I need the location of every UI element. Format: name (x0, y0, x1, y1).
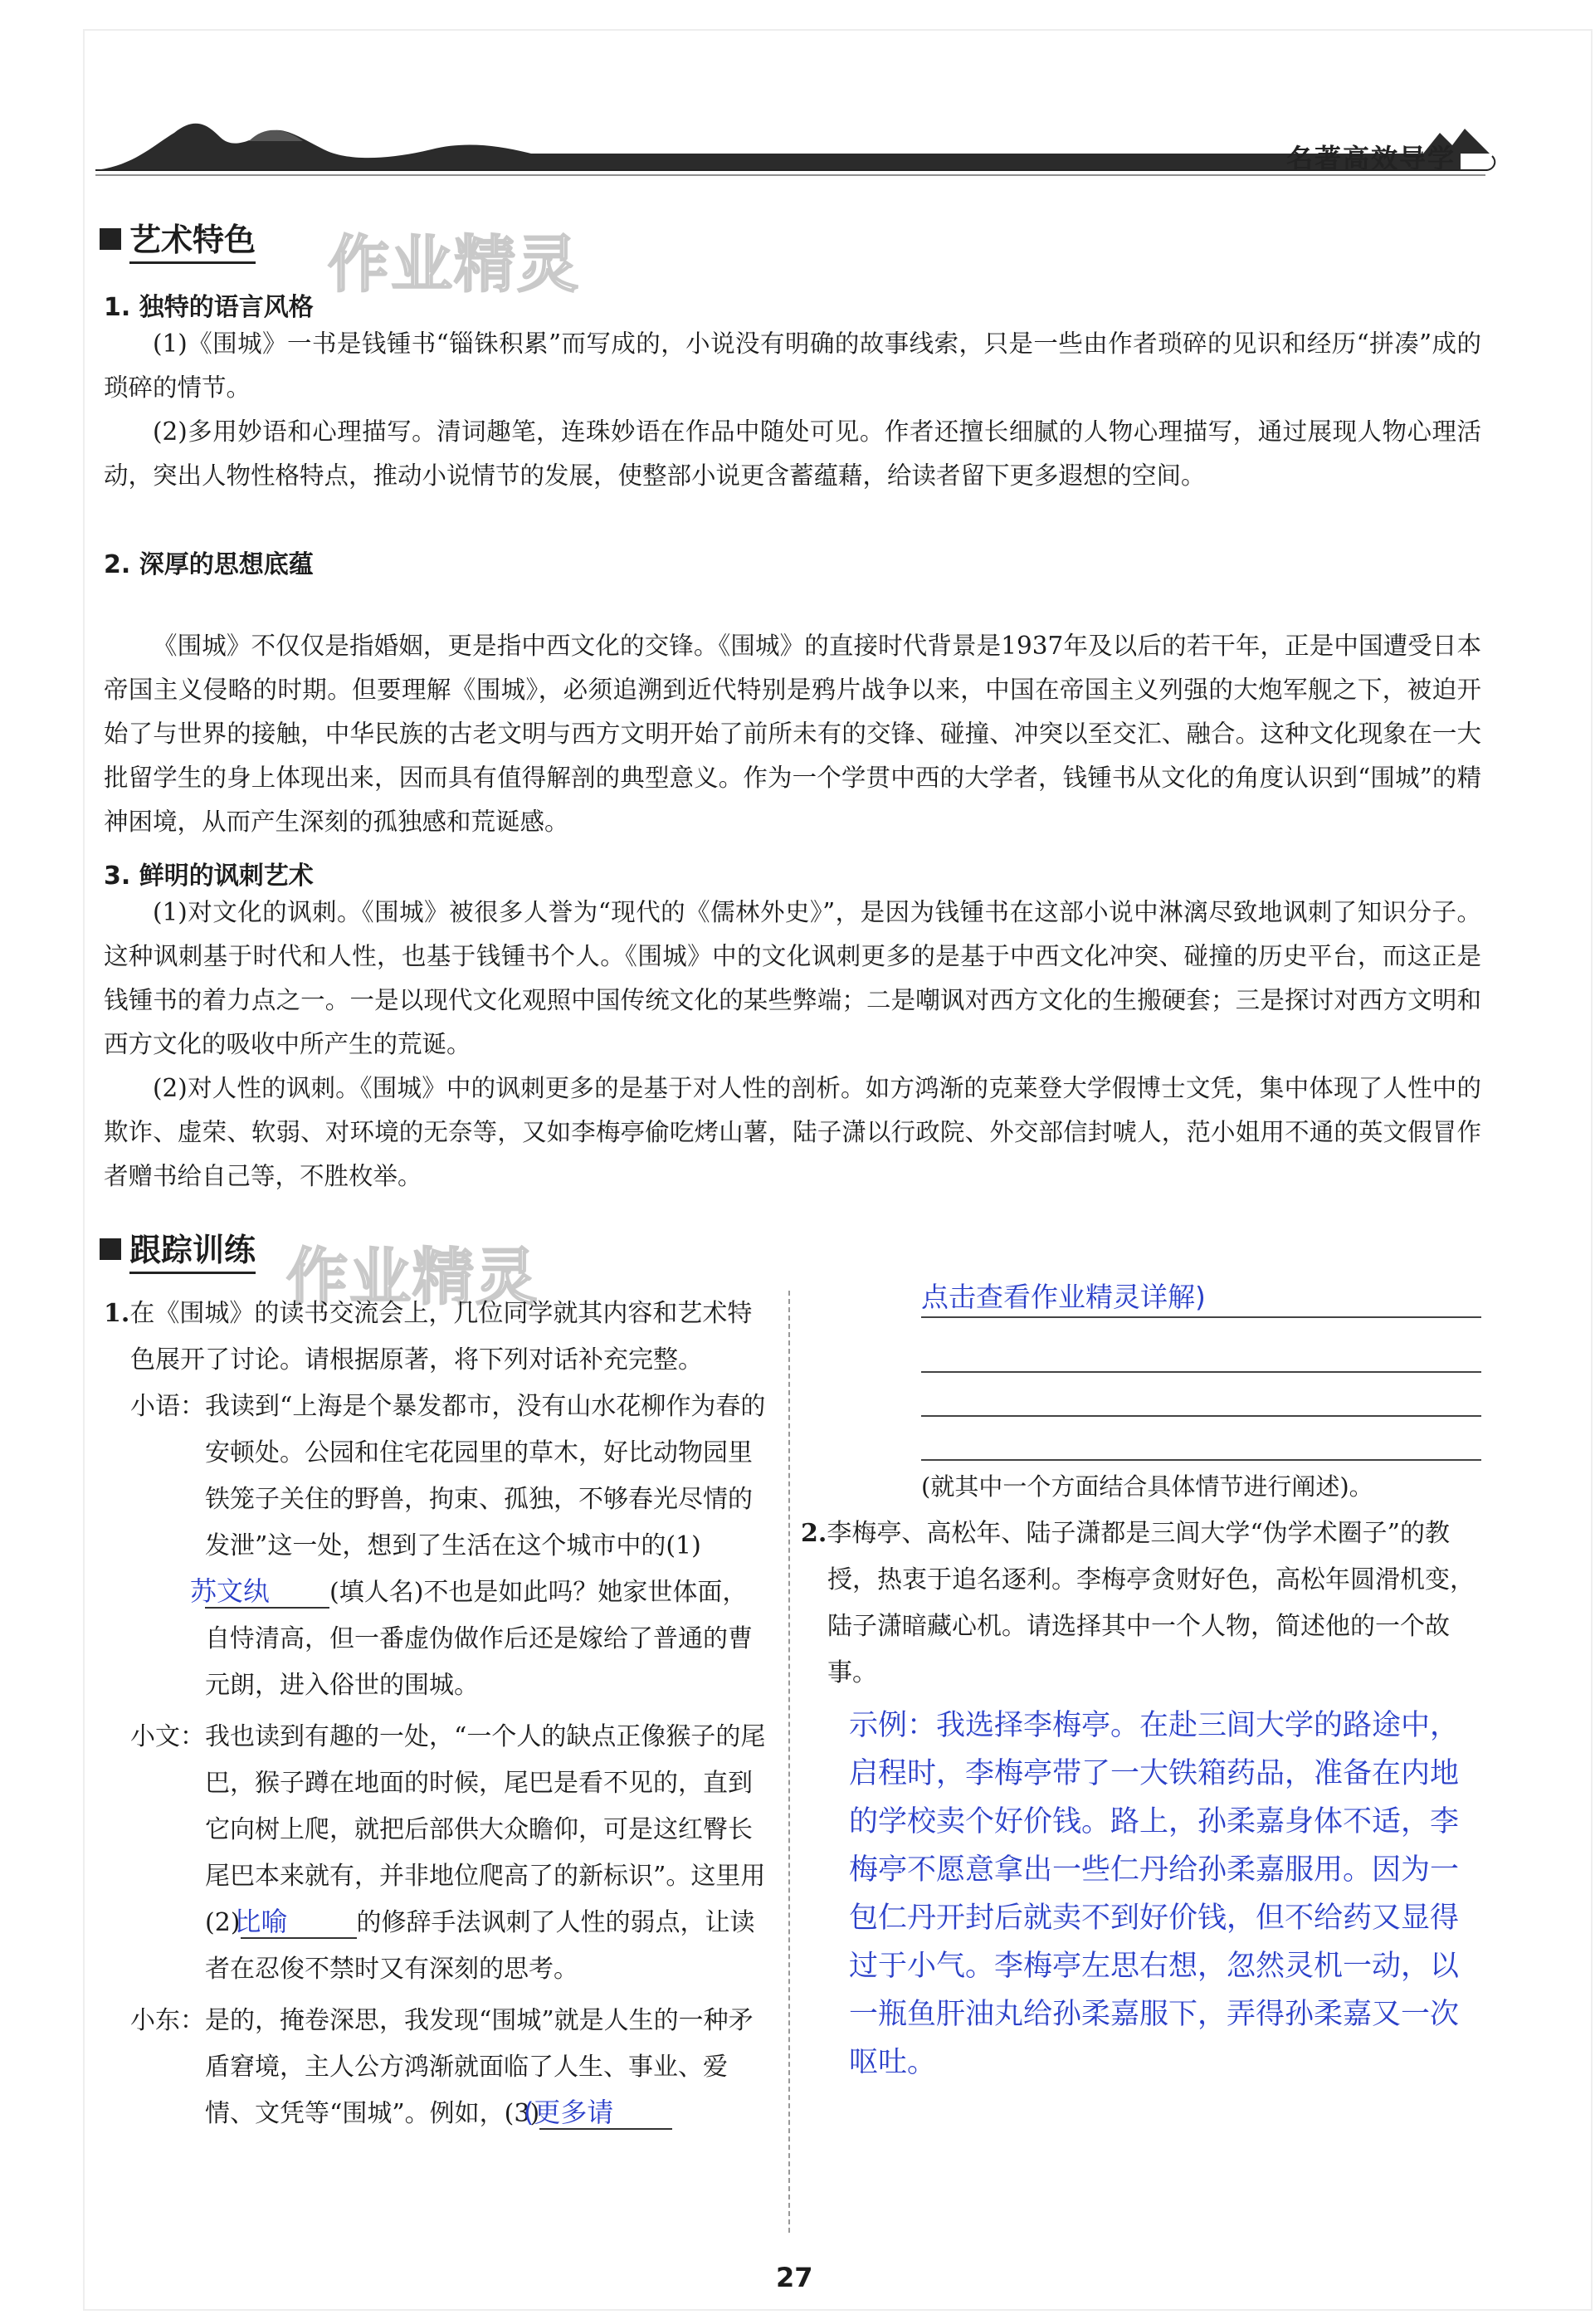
question-number: 1. (104, 1299, 130, 1328)
dialogue-xiaodong (130, 1998, 768, 2137)
section-title-text: 艺术特色 (129, 214, 256, 264)
dialogue-xiaoyu (130, 1384, 768, 1709)
section-square-icon (100, 1238, 121, 1260)
answer-blank-2[interactable]: 比喻 (241, 1906, 357, 1939)
section-square-icon (100, 228, 121, 250)
page-number: 27 (776, 2262, 813, 2293)
answer-blank-1[interactable]: 苏文纨 (205, 1575, 329, 1609)
question-stem-text: 李梅亭、高松年、陆子潇都是三闾大学“伪学术圈子”的教授，热衷于追名逐利。李梅亭贪财好色，高松年圆滑机变，陆子潇暗藏心机。请选择其中一个人物，简述他的一个故事。 (827, 1519, 1475, 1687)
section-title-art (100, 214, 256, 264)
series-title: 名著高效导学 (1285, 143, 1456, 174)
column-divider (788, 1291, 790, 2233)
dialogue-xiaowen (130, 1714, 768, 1993)
watermark: 作业精灵 (328, 229, 580, 300)
question-stem (801, 1511, 1485, 1697)
question-stem (104, 1291, 768, 1384)
subheading: 1. 独特的语言风格 (104, 293, 314, 322)
dialogue-text: 小语：我读到“上海是个暴发都市，没有山水花柳作为春的安顿处。公园和住宅花园里的草木，好比动物园里铁笼子关住的野兽，拘束、孤独，不够春光尽情的发泄”这一处，想到了生活在这个城市中的(1) (130, 1392, 766, 1560)
question-number: 2. (801, 1519, 827, 1548)
subheading: 2. 深厚的思想底蕴 (104, 550, 314, 579)
watermark: 作业精灵 (286, 1242, 539, 1313)
dialogue-text: 小文：我也读到有趣的一处，“一个人的缺点正像猴子的尾巴，猴子蹲在地面的时候，尾巴是看不见的，直到它向树上爬，就把后部供大众瞻仰，可是这红臀长尾巴本来就有，并非地位爬高了的新标识”。这里用(2) (130, 1722, 766, 1937)
paragraph: (1)《围城》一书是钱锺书“锱铢积累”而写成的，小说没有明确的故事线索，只是一些由作者琐碎的见识和经历“拼凑”成的琐碎的情节。 (104, 330, 1481, 402)
paragraph: (2)对人性的讽刺。《围城》中的讽刺更多的是基于对人性的剖析。如方鸿渐的克莱登大学假博士文凭，集中体现了人性中的欺诈、虚荣、软弱、对环境的无奈等，又如李梅亭偷吃烤山薯，陆子潇以行政院、外交部信封唬人，范小姐用不通的英文假冒作者赠书给自己等，不胜枚举。 (104, 1074, 1481, 1190)
question-stem-text: 在《围城》的读书交流会上，几位同学就其内容和艺术特色展开了讨论。请根据原著，将下列对话补充完整。 (129, 1299, 753, 1374)
dialogue-text: (填人名)不也是如此吗？她家世体面，自恃清高，但一番虚伪做作后还是嫁给了普通的曹元朗，进入俗世的围城。 (205, 1578, 753, 1700)
paragraph: (2)多用妙语和心理描写。清词趣笔，连珠妙语在作品中随处可见。作者还擅长细腻的人物心理描写，通过展现人物心理活动，突出人物性格特点，推动小说情节的发展，使整部小说更含蓄蕴藉，给读者留下更多遐想的空间。 (104, 417, 1481, 490)
answer-line (921, 1415, 1481, 1417)
answer-blank-3[interactable]: (更多请 (539, 2097, 672, 2130)
section-title-practice (100, 1224, 256, 1274)
handwritten-answer: 示例：我选择李梅亭。在赴三闾大学的路途中，启程时，李梅亭带了一大铁箱药品，准备在内地的学校卖个好价钱。路上，孙柔嘉身体不适，李梅亭不愿意拿出一些仁丹给孙柔嘉服用。因为一包仁丹开封后就卖不到好价钱，但不给药又显得过于小气。李梅亭左思右想，忽然灵机一动，以一瓶鱼肝油丸给孙柔嘉服下，弄得孙柔嘉又一次呕吐。 (849, 1709, 1460, 2079)
answer-note: (就其中一个方面结合具体情节进行阐述)。 (921, 1472, 1373, 1501)
paragraph: (1)对文化的讽刺。《围城》被很多人誉为“现代的《儒林外史》”，是因为钱锺书在这部小说中淋漓尽致地讽刺了知识分子。这种讽刺基于时代和人性，也基于钱锺书个人。《围城》中的文化讽刺更多的是基于中西文化冲突、碰撞的历史平台，而这正是钱锺书的着力点之一。一是以现代文化观照中国传统文化的某些弊端；二是嘲讽对西方文化的生搬硬套；三是探讨对西方文明和西方文化的吸收中所产生的荒诞。 (104, 898, 1481, 1058)
dialogue-text: 的修辞手法讽刺了人性的弱点，让读者在忍俊不禁时又有深刻的思考。 (205, 1908, 755, 1984)
subheading: 3. 鲜明的讽刺艺术 (104, 862, 314, 891)
question-2 (801, 1511, 1485, 2087)
dialogue-text: 小东：是的，掩卷深思，我发现“围城”就是人生的一种矛盾窘境，主人公方鸿渐就面临了人生、事业、爱情、文凭等“围城”。例如，(3) (130, 2006, 754, 2128)
answer-line (921, 1371, 1481, 1373)
answer-link-more[interactable]: 点击查看作业精灵详解) (921, 1278, 1481, 1318)
answer-line (921, 1459, 1481, 1461)
section-title-text: 跟踪训练 (129, 1224, 256, 1274)
paragraph: 《围城》不仅仅是指婚姻，更是指中西文化的交锋。《围城》的直接时代背景是1937年及以后的若干年，正是中国遭受日本帝国主义侵略的时期。但要理解《围城》，必须追溯到近代特别是鸦片战争以来，中国在帝国主义列强的大炮军舰之下，被迫开始了与世界的接触，中华民族的古老文明与西方文明开始了前所未有的交锋、碰撞、冲突以至交汇、融合。这种文化现象在一大批留学生的身上体现出来，因而具有值得解剖的典型意义。作为一个学贯中西的大学者，钱锺书从文化的角度认识到“围城”的精神困境，从而产生深刻的孤独感和荒诞感。 (104, 632, 1481, 836)
question-1 (104, 1291, 768, 2137)
